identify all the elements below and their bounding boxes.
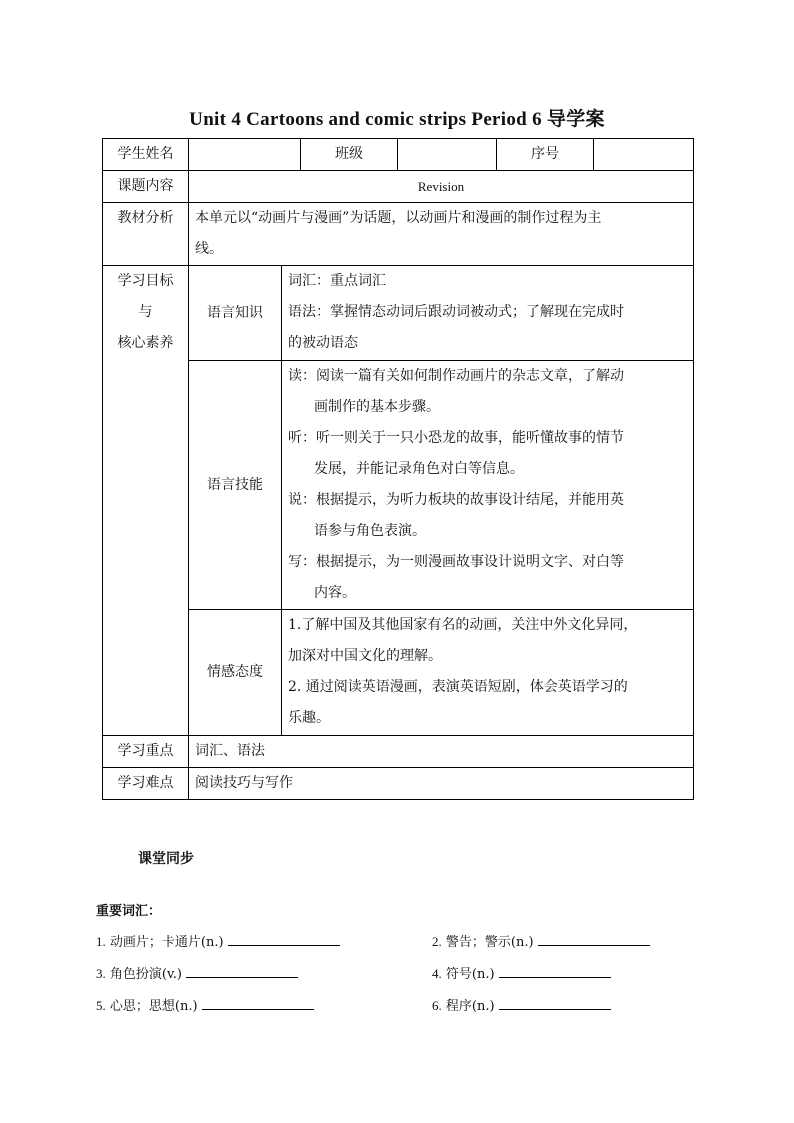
answer-blank[interactable] bbox=[186, 965, 298, 978]
skills-write: 写：根据提示，为一则漫画故事设计说明文字、对白等 内容。 bbox=[288, 554, 624, 601]
answer-blank[interactable] bbox=[228, 933, 340, 946]
page-title: Unit 4 Cartoons and comic strips Period 6 导学案 bbox=[189, 109, 605, 130]
answer-blank[interactable] bbox=[538, 933, 650, 946]
knowledge-line: 语法：掌握情态动词后跟动词被动式；了解现在完成时 bbox=[288, 304, 624, 320]
seat-label: 序号 bbox=[497, 139, 594, 171]
key-points-value: 词汇、语法 bbox=[189, 736, 694, 768]
analysis-line: 线。 bbox=[195, 241, 223, 257]
table-row-topic bbox=[103, 171, 694, 203]
lesson-plan-table bbox=[102, 138, 694, 800]
goals-label bbox=[103, 266, 189, 736]
goals-label-line: 核心素养 bbox=[117, 335, 174, 351]
table-row-skills bbox=[103, 361, 694, 610]
vocab-heading: 重要词汇： bbox=[96, 904, 162, 919]
goals-label-line: 与 bbox=[138, 304, 153, 320]
topic-value: Revision bbox=[189, 171, 694, 203]
table-row-knowledge bbox=[103, 266, 694, 361]
answer-blank[interactable] bbox=[499, 997, 611, 1010]
table-row-key-points bbox=[103, 736, 694, 768]
attitude-content: 1.了解中国及其他国家有名的动画，关注中外文化异同， 加深对中国文化的理解。 2. 通过阅读英语漫画，表演英语短剧，体会英语学习的 乐趣。 bbox=[282, 610, 694, 736]
class-field[interactable] bbox=[398, 139, 497, 171]
analysis-line: 本单元以“动画片与漫画”为话题，以动画片和漫画的制作过程为主 bbox=[195, 210, 602, 226]
class-label: 班级 bbox=[301, 139, 398, 171]
skills-read: 读：阅读一篇有关如何制作动画片的杂志文章，了解动 画制作的基本步骤。 bbox=[288, 368, 624, 415]
answer-blank[interactable] bbox=[499, 965, 611, 978]
answer-blank[interactable] bbox=[202, 997, 314, 1010]
student-name-label: 学生姓名 bbox=[103, 139, 189, 171]
seat-field[interactable] bbox=[594, 139, 694, 171]
knowledge-line: 词汇：重点词汇 bbox=[288, 273, 386, 289]
skills-label: 语言技能 bbox=[189, 361, 282, 610]
skills-listen: 听：听一则关于一只小恐龙的故事，能听懂故事的情节 发展，并能记录角色对白等信息。 bbox=[288, 430, 624, 477]
skills-speak: 说：根据提示，为听力板块的故事设计结尾，并能用英 语参与角色表演。 bbox=[288, 492, 624, 539]
vocab-item: 1. 动画片；卡通片(n.) bbox=[96, 931, 340, 950]
topic-label: 课题内容 bbox=[103, 171, 189, 203]
analysis-content bbox=[189, 203, 694, 266]
vocab-item: 5. 心思；思想(n.) bbox=[96, 995, 314, 1014]
vocab-item: 4. 符号(n.) bbox=[432, 963, 611, 982]
table-row-analysis bbox=[103, 203, 694, 266]
table-row-difficulties bbox=[103, 768, 694, 800]
analysis-label: 教材分析 bbox=[103, 203, 189, 266]
vocab-item: 2. 警告；警示(n.) bbox=[432, 931, 650, 950]
attitude-label: 情感态度 bbox=[189, 610, 282, 736]
student-name-field[interactable] bbox=[189, 139, 301, 171]
key-points-label: 学习重点 bbox=[103, 736, 189, 768]
table-row-attitude bbox=[103, 610, 694, 736]
knowledge-line: 的被动语态 bbox=[288, 335, 358, 351]
difficulties-label: 学习难点 bbox=[103, 768, 189, 800]
knowledge-content bbox=[282, 266, 694, 361]
knowledge-label: 语言知识 bbox=[189, 266, 282, 361]
goals-label-line: 学习目标 bbox=[117, 273, 174, 289]
vocab-item: 6. 程序(n.) bbox=[432, 995, 611, 1014]
difficulties-value: 阅读技巧与写作 bbox=[189, 768, 694, 800]
section-title: 课堂同步 bbox=[138, 851, 194, 867]
vocab-item: 3. 角色扮演(v.) bbox=[96, 963, 298, 982]
table-row-header bbox=[103, 139, 694, 171]
skills-content bbox=[282, 361, 694, 610]
